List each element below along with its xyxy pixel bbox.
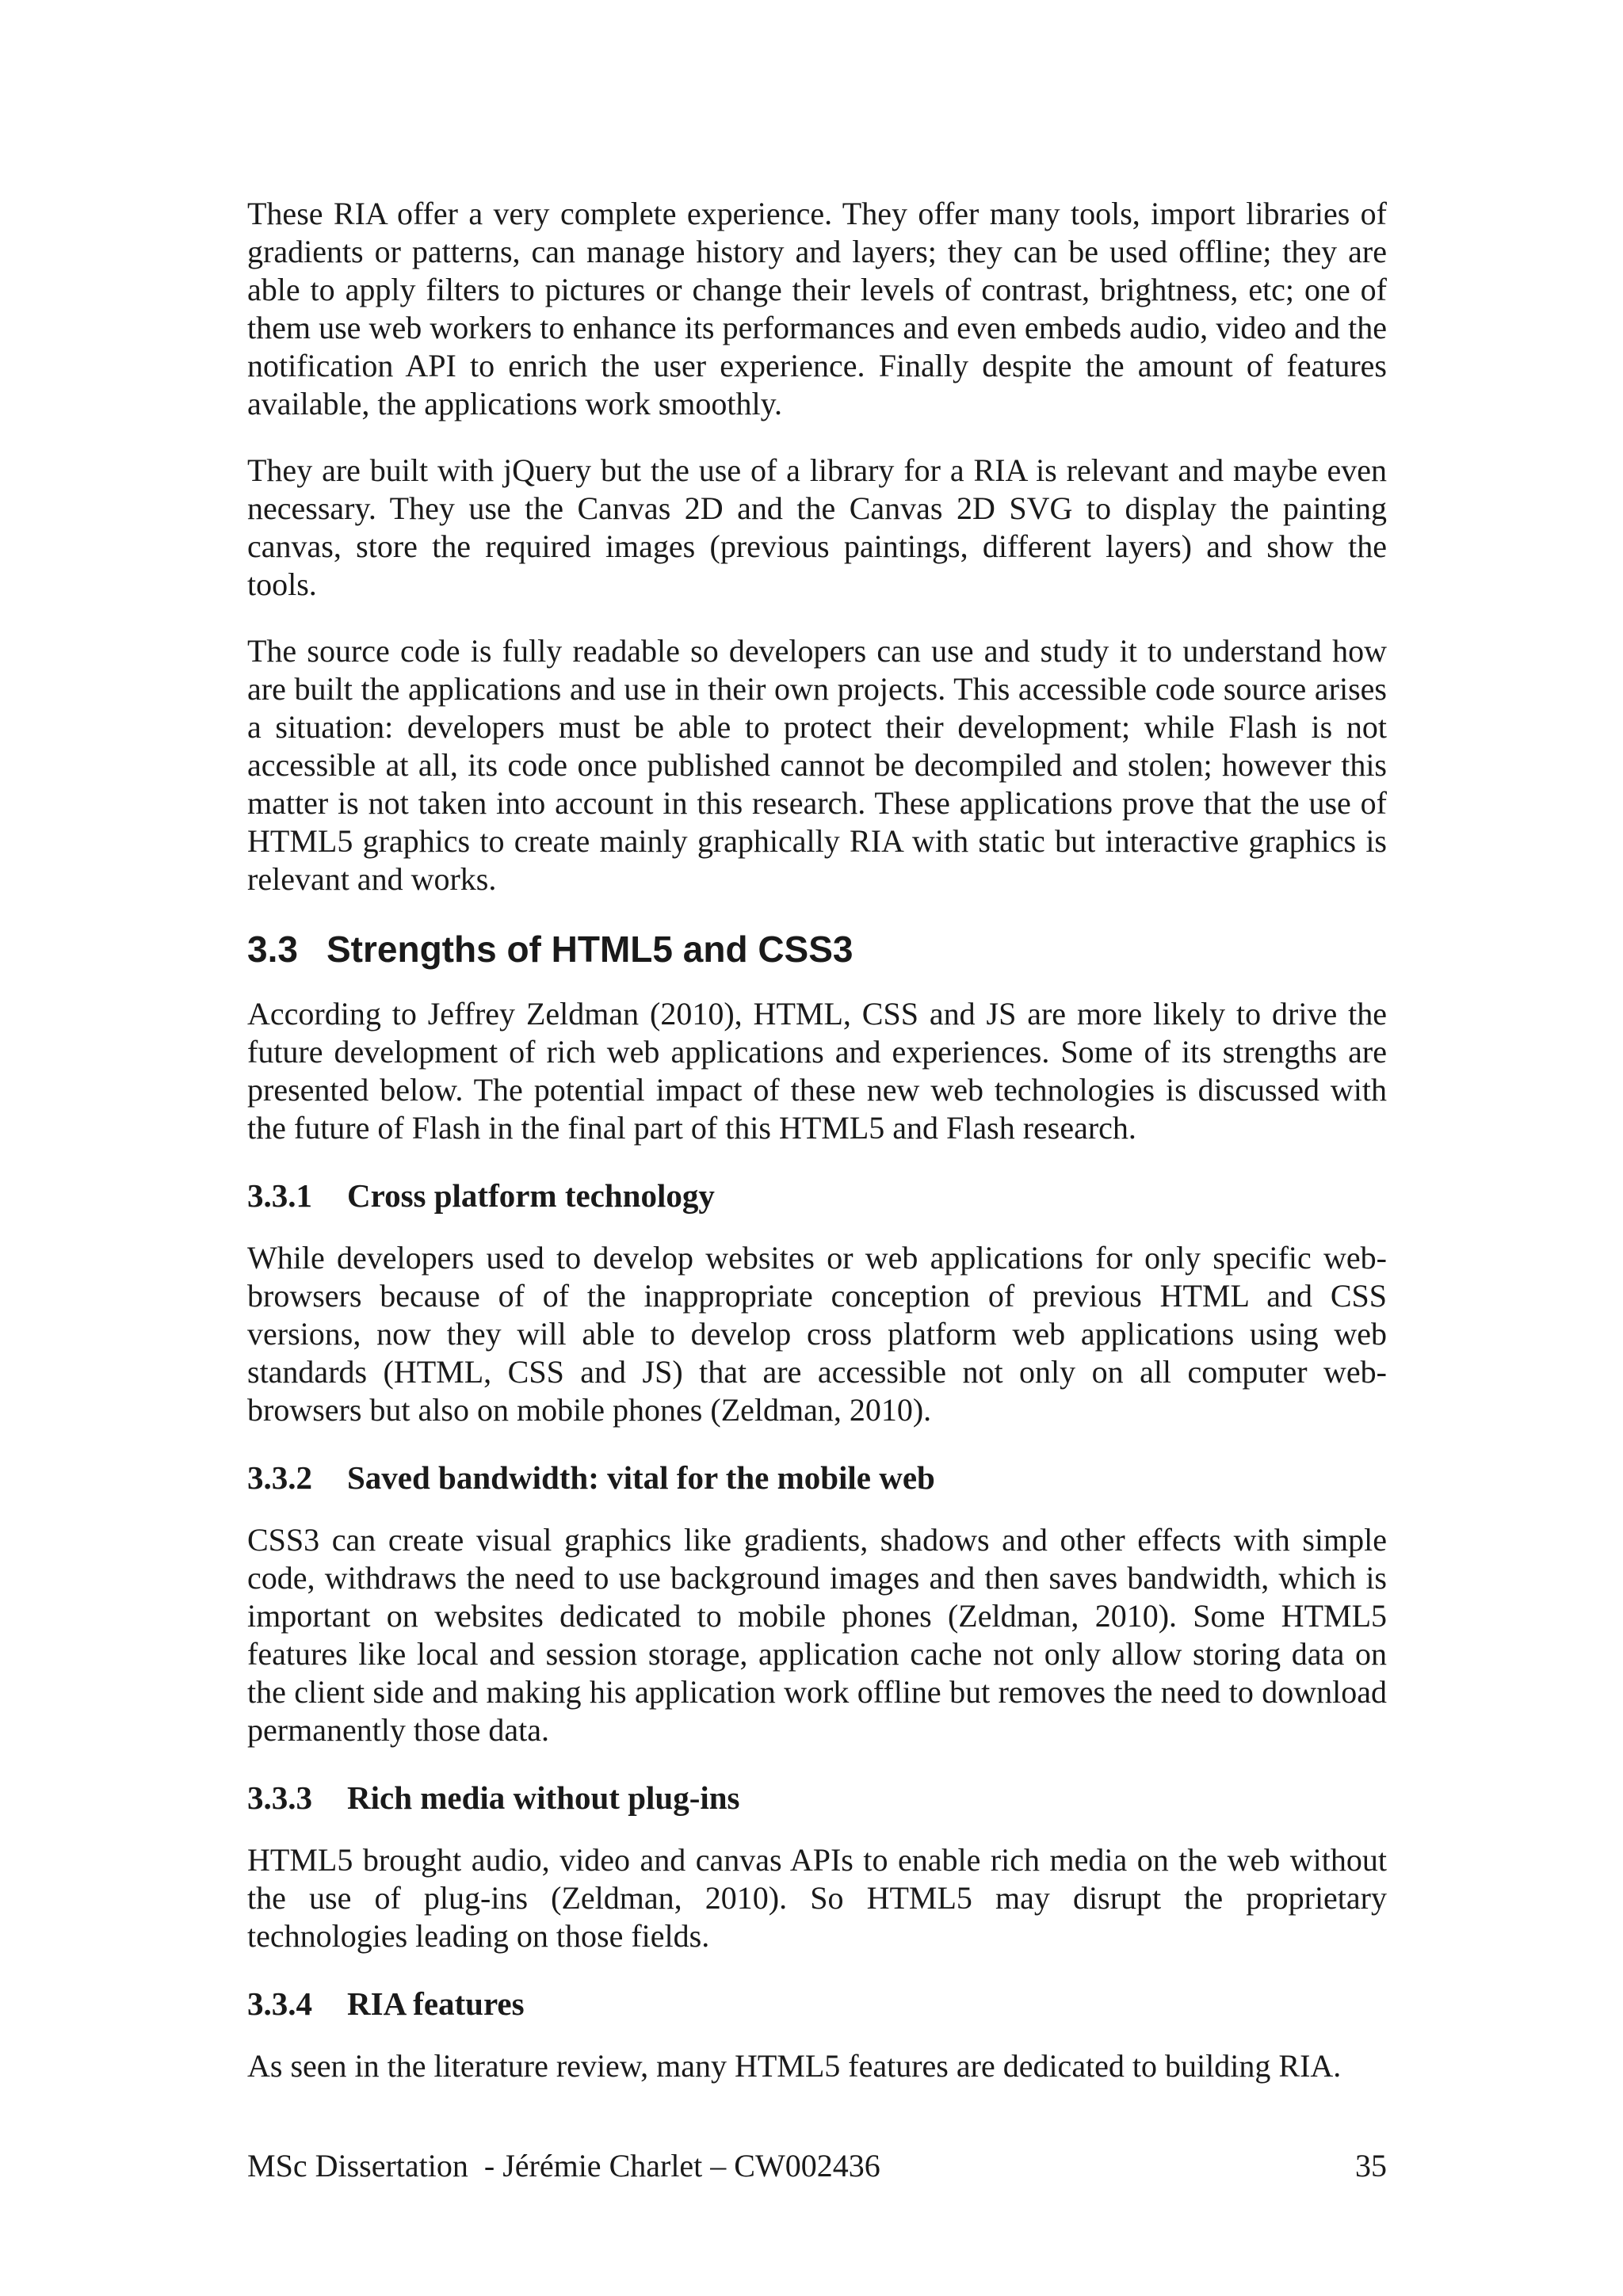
section-heading [247,927,1387,971]
subsection-title: Saved bandwidth: vital for the mobile web [347,1459,935,1496]
paragraph-jquery-canvas: They are built with jQuery but the use of a library for a RIA is relevant and maybe even necessary. They use the Canvas 2D and the Canvas 2D SVG to display the painting canvas, store the required images (previous paintings, different layers) and show the tools. [247,452,1387,602]
paragraph-rich-media: HTML5 brought audio, video and canvas APIs to enable rich media on the web without the use of plug-ins (Zeldman, 2010). So HTML5 may disrupt the proprietary technologies leading on those fields. [247,1842,1387,1954]
footer-author: MSc Dissertation - Jérémie Charlet – CW002436 [247,2148,880,2183]
subsection-title: RIA features [347,1985,525,2022]
paragraph-ria-features: As seen in the literature review, many HTML5 features are dedicated to building RIA. [247,2048,1342,2084]
subsection-heading-cross-platform [247,1176,1387,1215]
subsection-heading-rich-media [247,1778,1387,1817]
paragraph-ria-experience: These RIA offer a very complete experience. They offer many tools, import libraries of gradients or patterns, can manage history and layers; they can be used offline; they are able to apply filters to pictures or change their levels of contrast, brightness, etc; one of them use web workers to enhance its performances and even embeds audio, video and the notification API to enrich the user experience. Finally despite the amount of features available, the applications work smoothly. [247,196,1387,421]
subsection-heading-bandwidth [247,1458,1387,1497]
subsection-title: Rich media without plug-ins [347,1779,740,1816]
subsection-title: Cross platform technology [347,1177,715,1214]
paragraph-source-code: The source code is fully readable so developers can use and study it to understand how are built the applications and use in their own projects. This accessible code source arises a situation: developers must be able to protect their development; while Flash is not accessible at all, its code once published cannot be decompiled and stolen; however this matter is not taken into account in this research. These applications prove that the use of HTML5 graphics to create mainly graphically RIA with static but interactive graphics is relevant and works. [247,633,1387,897]
document-page [247,195,1387,2114]
page-number: 35 [1355,2148,1387,2183]
subsection-number: 3.3.3 [247,1779,312,1816]
paragraph-section-intro: According to Jeffrey Zeldman (2010), HTML, CSS and JS are more likely to drive the future development of rich web applications and experiences. Some of its strengths are presented below. The potential impact of these new web technologies is discussed with the future of Flash in the final part of this HTML5 and Flash research. [247,996,1387,1146]
section-number: 3.3 [247,929,298,970]
subsection-number: 3.3.1 [247,1177,312,1214]
section-title: Strengths of HTML5 and CSS3 [327,929,854,970]
subsection-heading-ria-features [247,1984,1387,2023]
page-footer [247,2147,1387,2185]
subsection-number: 3.3.2 [247,1459,312,1496]
paragraph-bandwidth: CSS3 can create visual graphics like gradients, shadows and other effects with simple code, withdraws the need to use background images and then saves bandwidth, which is important on websites dedicated to mobile phones (Zeldman, 2010). Some HTML5 features like local and session storage, application cache not only allow storing data on the client side and making his application work offline but removes the need to download permanently those data. [247,1522,1387,1748]
paragraph-cross-platform: While developers used to develop websites or web applications for only specific web-browsers because of of the inappropriate conception of previous HTML and CSS versions, now they will able to develop cross platform web applications using web standards (HTML, CSS and JS) that are accessible not only on all computer web-browsers but also on mobile phones (Zeldman, 2010). [247,1240,1387,1428]
subsection-number: 3.3.4 [247,1985,312,2022]
